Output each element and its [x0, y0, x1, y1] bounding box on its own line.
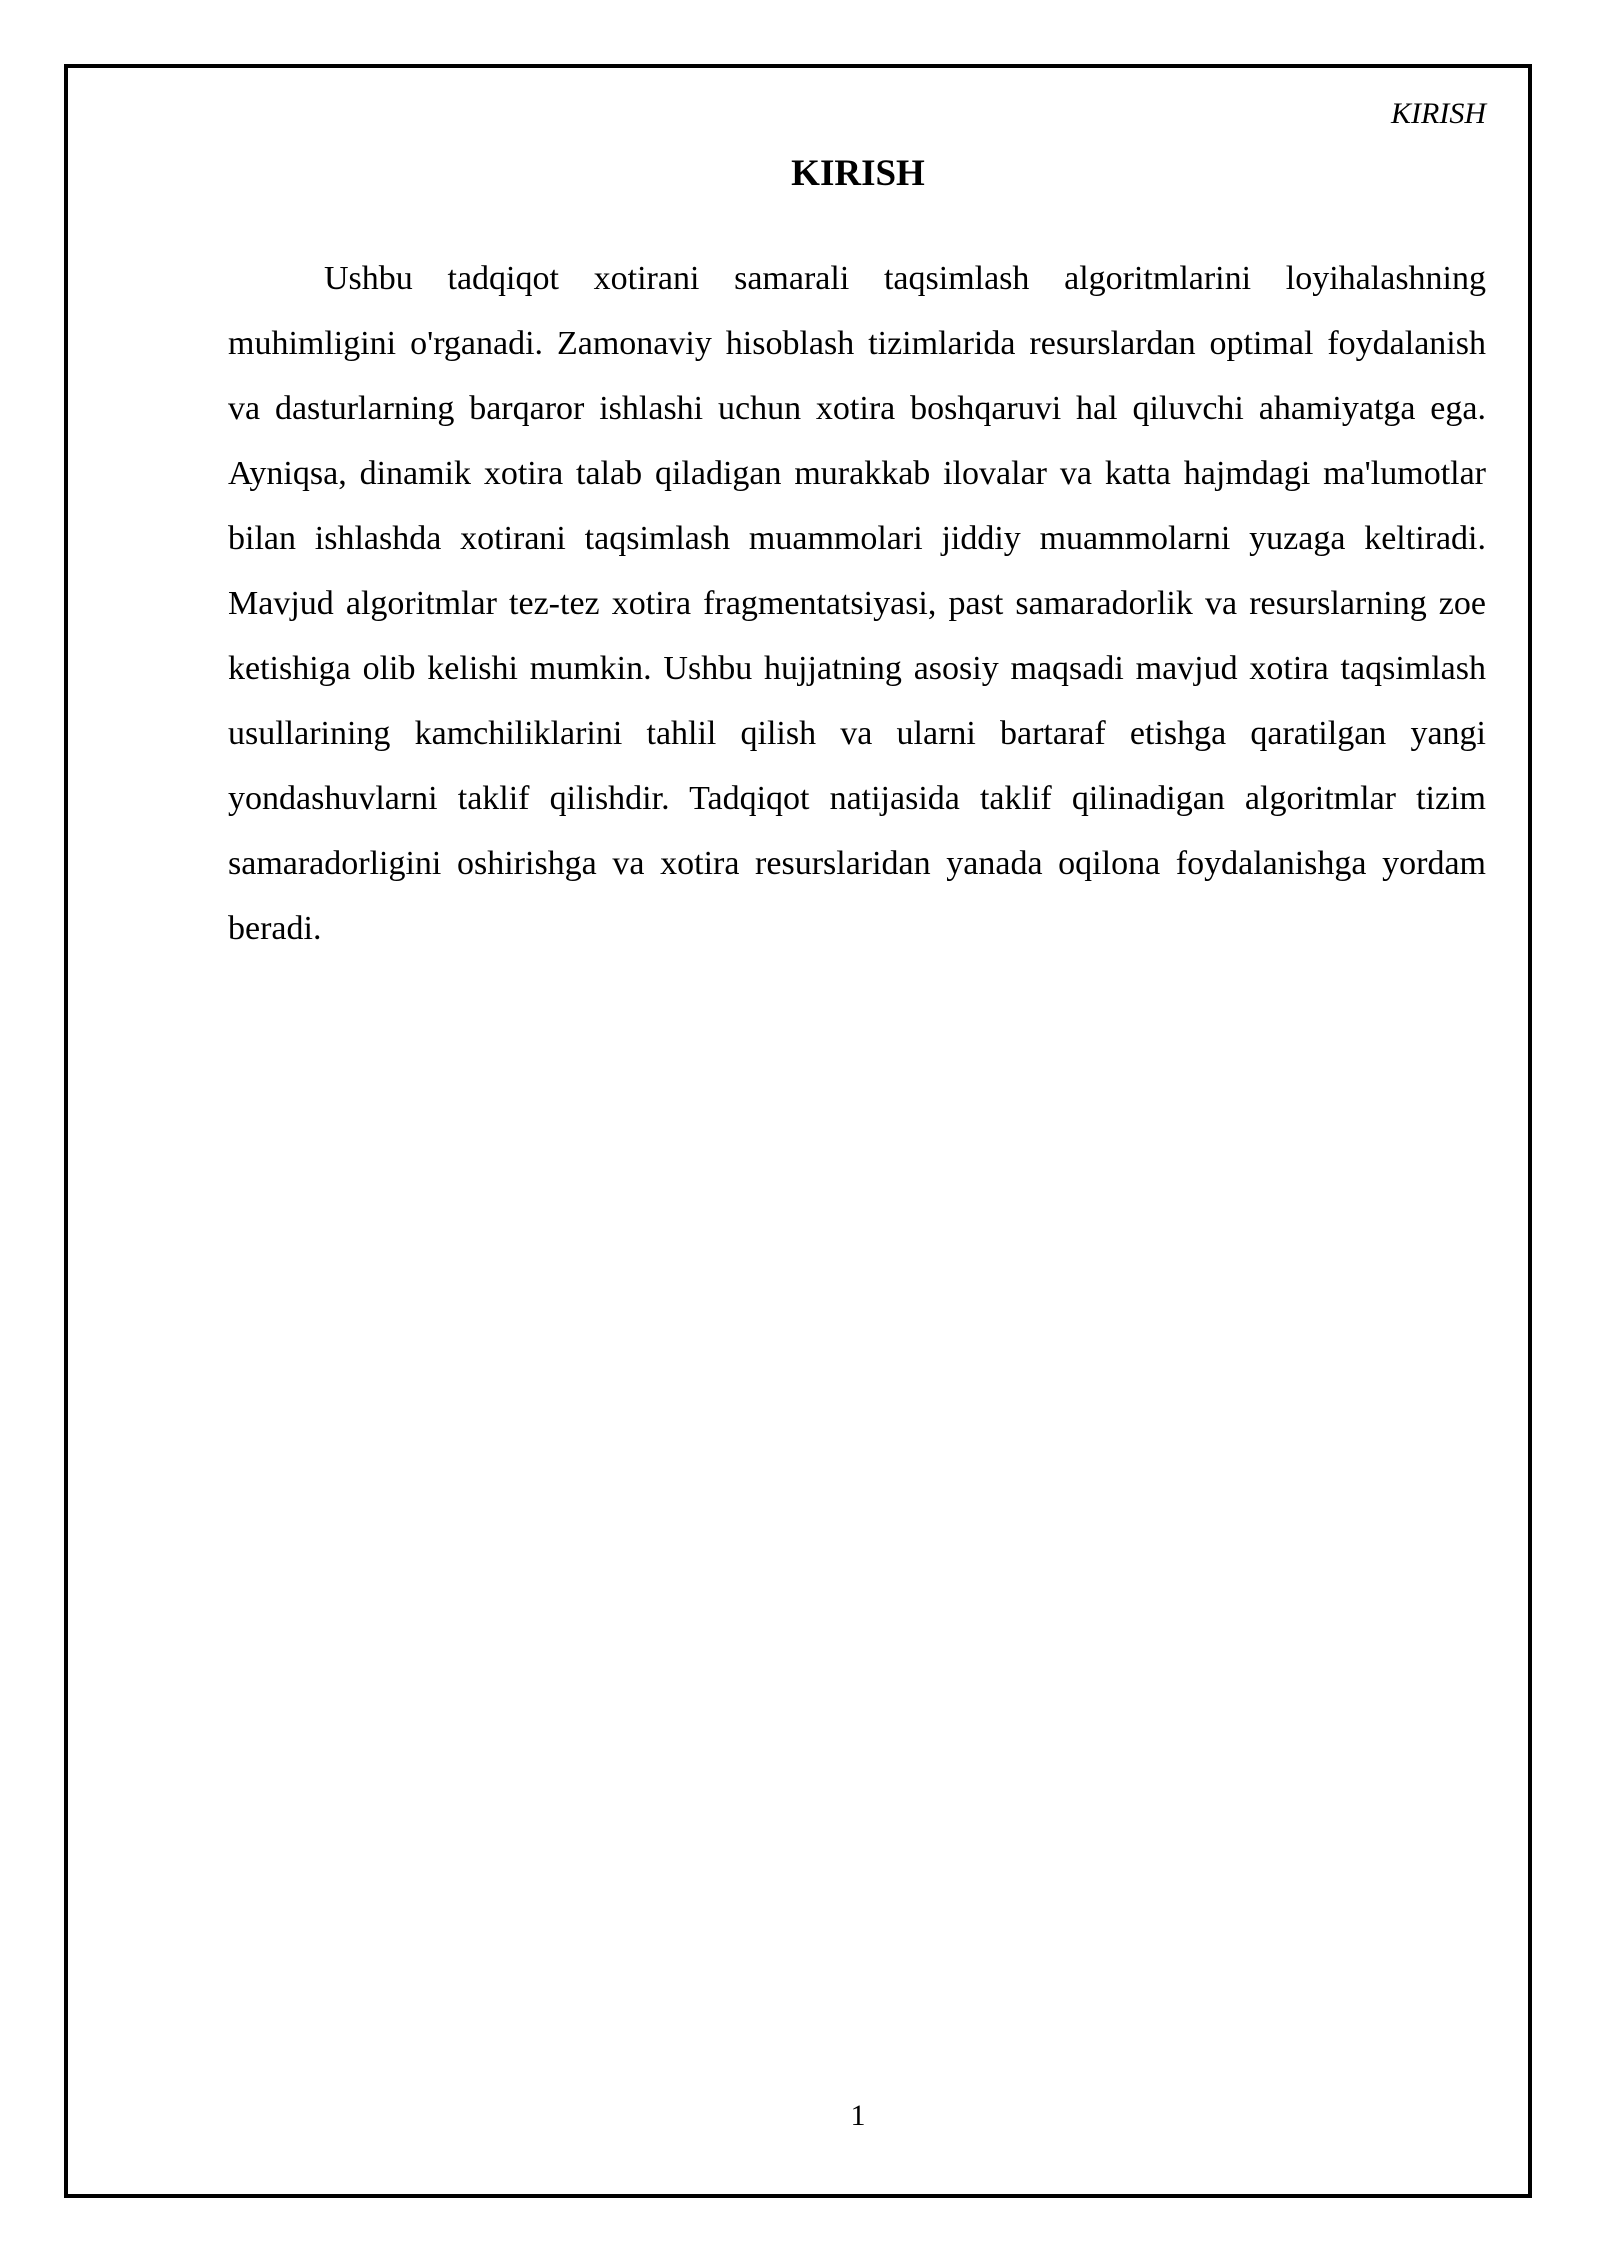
body-paragraph: Ushbu tadqiqot xotirani samarali taqsimlash algoritmlarini loyihalashning muhimligini o'rganadi. Zamonaviy hisoblash tizimlarida resurslardan optimal foydalanish va dasturlarning barqaror ishlashi uchun xotira boshqaruvi hal qiluvchi ahamiyatga ega. Ayniqsa, dinamik xotira talab qiladigan murakkab ilovalar va katta hajmdagi ma'lumotlar bilan ishlashda xotirani taqsimlash muammolari jiddiy muammolarni yuzaga keltiradi. Mavjud algoritmlar tez-tez xotira fragmentatsiyasi, past samaradorlik va resurslarning zoe ketishiga olib kelishi mumkin. Ushbu hujjatning asosiy maqsadi mavjud xotira taqsimlash usullarining kamchiliklarini tahlil qilish va ularni bartaraf etishga qaratilgan yangi yondashuvlarni taklif qilishdir. Tadqiqot natijasida taklif qilinadigan algoritmlar tizim samaradorligini oshirishga va xotira resurslaridan yanada oqilona foydalanishga yordam beradi.	[228, 260, 1486, 947]
page-number: 1	[850, 2099, 866, 2132]
page-title: KIRISH	[791, 153, 925, 194]
running-header: KIRISH	[1391, 97, 1486, 130]
